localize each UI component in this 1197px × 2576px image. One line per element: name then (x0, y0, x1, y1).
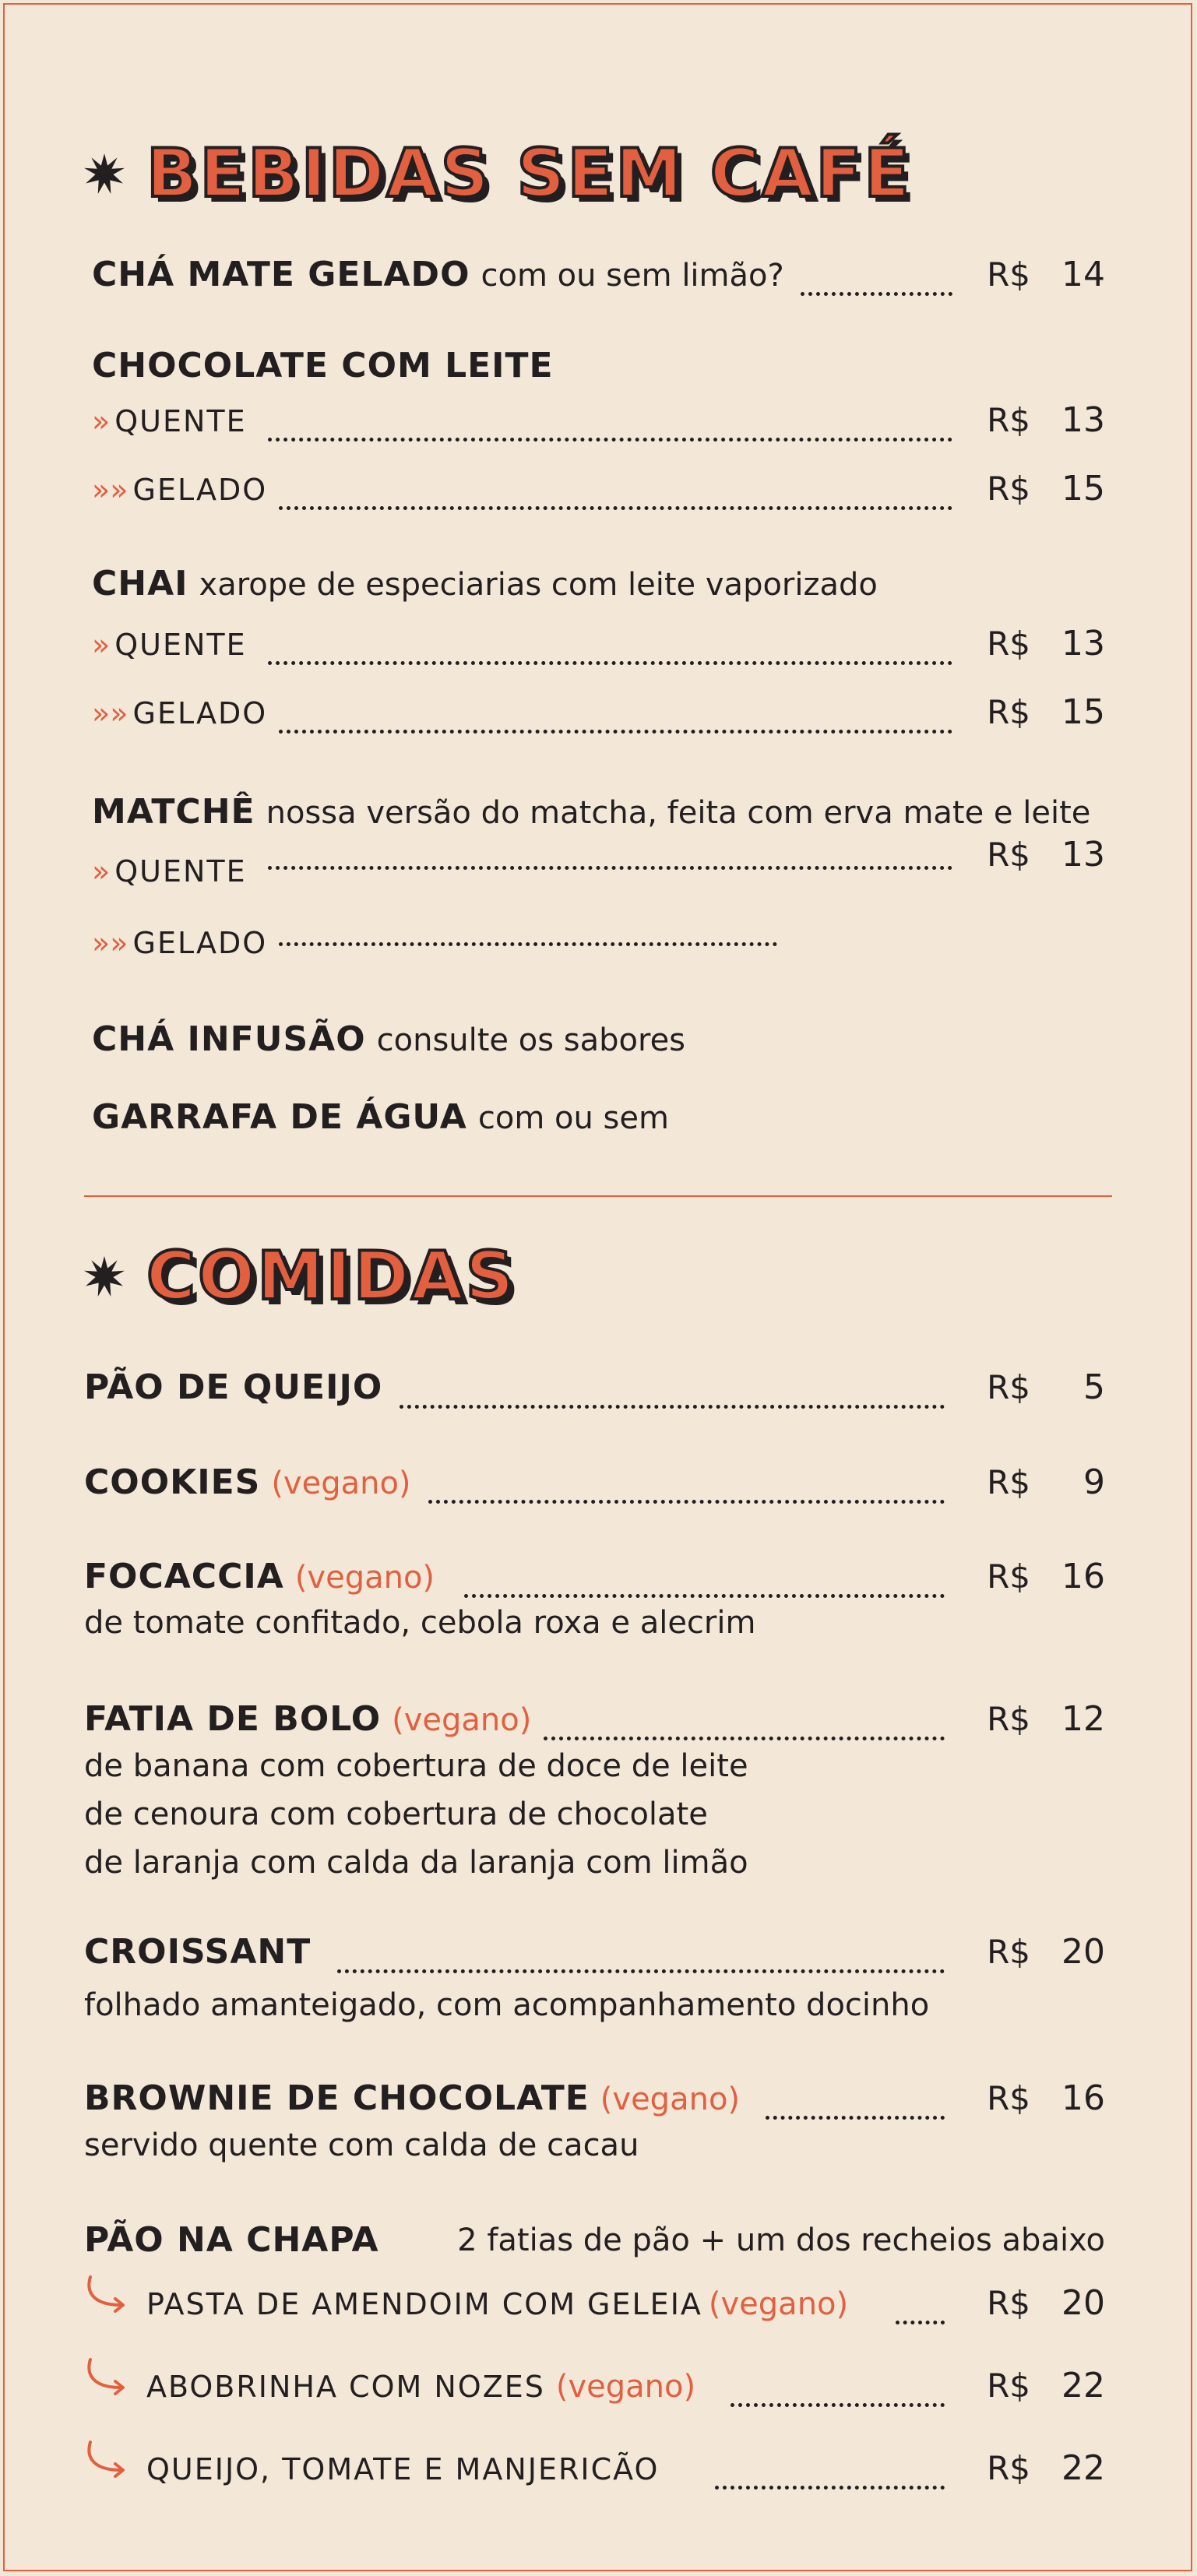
item-price: 16 (1061, 1557, 1105, 1596)
section-title-bebidas: BEBIDAS SEM CAFÉ (146, 135, 913, 213)
item-desc-bolo-cenoura: de cenoura com cobertura de chocolate (84, 1797, 708, 1832)
arrow-icon: » (92, 854, 111, 889)
item-price: 14 (1061, 255, 1105, 294)
item-name: MATCHÊ (92, 792, 255, 832)
item-price: 9 (1083, 1462, 1105, 1502)
currency-label: R$ (987, 1463, 1030, 1501)
item-desc-focaccia: de tomate confitado, cebola roxa e alecrim (84, 1605, 756, 1641)
vegan-tag: (vegano) (294, 1560, 435, 1596)
section-divider (84, 1195, 1112, 1197)
subitem-label: QUENTE (114, 404, 247, 438)
leader-dots (337, 1935, 945, 1973)
item-desc-brownie: servido quente com calda de cacau (84, 2127, 639, 2163)
menu-item-garrafa (92, 1094, 1105, 1141)
leader-dots (268, 627, 952, 665)
item-price: 13 (1061, 624, 1105, 663)
menu-item-chai (92, 561, 1105, 607)
vegan-tag: (vegano) (555, 2369, 696, 2405)
currency-label: R$ (987, 470, 1030, 508)
leader-dots (715, 2451, 945, 2490)
item-name: PÃO DE QUEIJO (84, 1367, 383, 1407)
currency-label: R$ (987, 1700, 1030, 1738)
currency-label: R$ (987, 836, 1030, 874)
leader-dots (279, 695, 952, 734)
vegan-tag: (vegano) (392, 1702, 532, 1738)
vegan-tag: (vegano) (708, 2286, 849, 2322)
item-price: 12 (1061, 1699, 1105, 1739)
curved-arrow-icon (84, 2439, 131, 2483)
leader-dots (268, 403, 952, 442)
leader-dots (400, 1371, 945, 1409)
vegan-tag: (vegano) (271, 1466, 411, 1501)
leader-dots (801, 258, 952, 296)
item-desc: consulte os sabores (376, 1022, 686, 1058)
item-price: 13 (1061, 400, 1105, 440)
menu-item-matche (92, 789, 1105, 836)
currency-label: R$ (987, 255, 1030, 294)
starburst-icon (84, 1256, 125, 1297)
item-price: 13 (1061, 835, 1105, 875)
arrow-icon: »» (92, 696, 129, 730)
currency-label: R$ (987, 2079, 1030, 2117)
item-name: BROWNIE DE CHOCOLATE (84, 2078, 590, 2118)
menu-subitem-chocolate-gelado (92, 466, 1105, 512)
menu-subitem-chai-gelado (92, 689, 1105, 736)
menu-subitem-chai-quente (92, 621, 1105, 667)
leader-dots (464, 1560, 945, 1598)
menu-item-cookies (84, 1459, 1105, 1506)
starburst-icon (84, 153, 125, 194)
item-name: CHOCOLATE COM LEITE (92, 346, 554, 385)
leader-dots (268, 832, 952, 870)
item-price: 15 (1061, 469, 1105, 509)
item-name: CROISSANT (84, 1932, 312, 1972)
item-name: CHÁ INFUSÃO (92, 1019, 366, 1059)
currency-label: R$ (987, 693, 1030, 731)
item-price: 22 (1061, 2366, 1105, 2405)
item-desc: xarope de especiarias com leite vaporizado (199, 567, 878, 603)
menu-subitem-matche-gelado (92, 919, 1105, 966)
currency-label: R$ (987, 2367, 1030, 2405)
item-price: 15 (1061, 692, 1105, 732)
currency-label: R$ (987, 1368, 1030, 1406)
section-title-comidas: COMIDAS (146, 1237, 516, 1315)
subitem-label: QUEIJO, TOMATE E MANJERICÃO (146, 2452, 660, 2486)
item-price: 16 (1061, 2078, 1105, 2118)
menu-item-cha-infusao (92, 1016, 1105, 1063)
item-name: FOCACCIA (84, 1557, 284, 1596)
item-desc: com ou sem (477, 1100, 669, 1136)
subitem-label: QUENTE (114, 854, 247, 889)
menu-subitem-matche-quente (92, 832, 1105, 889)
menu-item-fatia-de-bolo (84, 1696, 1105, 1743)
item-name: CHÁ MATE GELADO (92, 255, 470, 294)
section-header-bebidas (84, 135, 913, 213)
currency-label: R$ (987, 1557, 1030, 1596)
arrow-icon: »» (92, 926, 129, 960)
item-price: 5 (1083, 1367, 1105, 1407)
section-header-comidas (84, 1237, 516, 1315)
currency-label: R$ (987, 2284, 1030, 2322)
menu-item-pao-de-queijo (84, 1364, 1105, 1411)
item-desc: com ou sem limão? (481, 258, 784, 294)
item-desc-bolo-laranja: de laranja com calda da laranja com limão (84, 1845, 748, 1881)
menu-item-brownie (84, 2075, 1105, 2122)
leader-dots (731, 2369, 945, 2407)
arrow-icon: » (92, 404, 111, 438)
leader-dots (766, 2082, 945, 2120)
item-desc-bolo-banana: de banana com cobertura de doce de leite (84, 1748, 748, 1784)
item-price: 22 (1061, 2448, 1105, 2488)
vegan-tag: (vegano) (600, 2082, 741, 2117)
currency-label: R$ (987, 2449, 1030, 2487)
menu-subitem-pao-chapa-amendoim (84, 2280, 1105, 2327)
subitem-label: GELADO (132, 696, 268, 730)
leader-dots (544, 1702, 945, 1740)
item-price: 20 (1061, 2283, 1105, 2323)
arrow-icon: »» (92, 473, 129, 507)
leader-dots (279, 908, 777, 946)
currency-label: R$ (987, 401, 1030, 439)
menu-subitem-pao-chapa-abobrinha (84, 2363, 1105, 2409)
menu-item-focaccia (84, 1554, 1105, 1600)
arrow-icon: » (92, 628, 111, 662)
item-desc: 2 fatias de pão + um dos recheios abaixo (457, 2222, 1105, 2258)
menu-item-cha-mate (92, 252, 1105, 298)
menu-item-croissant (84, 1929, 1105, 1976)
item-name: GARRAFA DE ÁGUA (92, 1097, 467, 1137)
item-name: COOKIES (84, 1462, 261, 1502)
menu-item-chocolate (92, 343, 1105, 389)
menu-subitem-pao-chapa-queijo (84, 2445, 1105, 2492)
item-desc-croissant: folhado amanteigado, com acompanhamento docinho (84, 1987, 930, 2023)
menu-subitem-chocolate-quente (92, 397, 1105, 444)
currency-label: R$ (987, 625, 1030, 663)
item-desc: nossa versão do matcha, feita com erva mate e leite (266, 795, 1091, 831)
item-name: FATIA DE BOLO (84, 1699, 382, 1739)
curved-arrow-icon (84, 2274, 131, 2317)
item-name: PÃO NA CHAPA (84, 2220, 379, 2260)
leader-dots (279, 472, 952, 510)
leader-dots (896, 2286, 945, 2324)
currency-label: R$ (987, 1933, 1030, 1971)
subitem-label: PASTA DE AMENDOIM COM GELEIA (146, 2287, 702, 2321)
subitem-label: QUENTE (114, 628, 247, 662)
leader-dots (428, 1466, 945, 1504)
subitem-label: GELADO (132, 926, 268, 960)
item-name: CHAI (92, 564, 188, 604)
menu-item-pao-na-chapa (84, 2217, 1105, 2264)
subitem-label: ABOBRINHA COM NOZES (146, 2370, 545, 2404)
item-price: 20 (1061, 1932, 1105, 1972)
curved-arrow-icon (84, 2356, 131, 2400)
subitem-label: GELADO (132, 473, 268, 507)
